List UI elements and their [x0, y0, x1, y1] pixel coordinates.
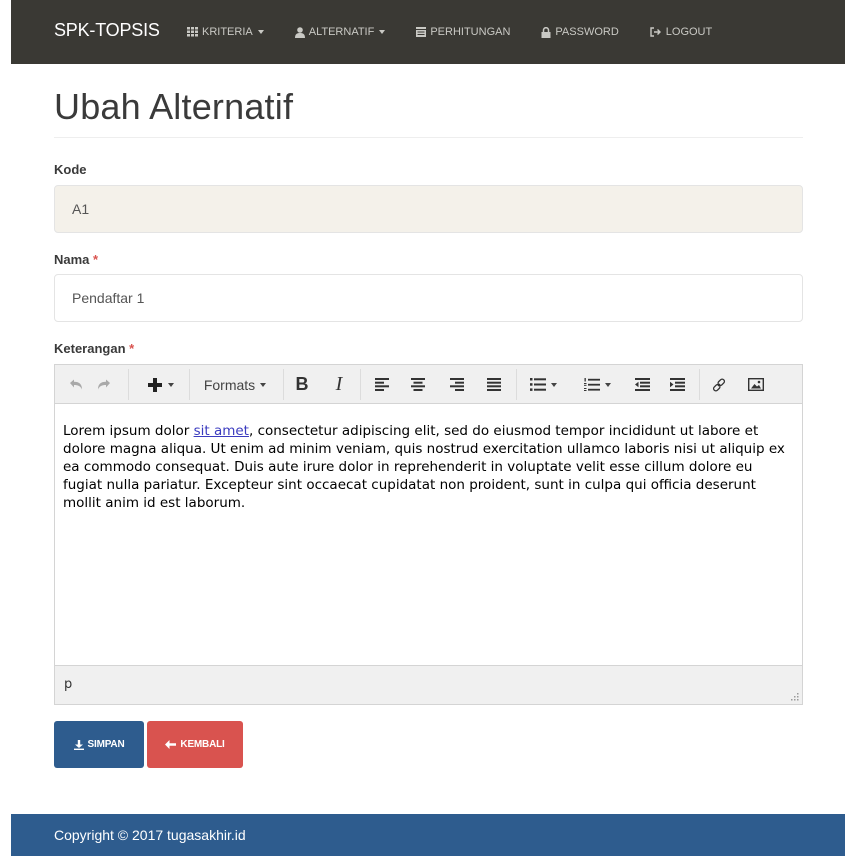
- nav-item-label: KRITERIA: [202, 26, 253, 38]
- image-icon: [748, 378, 764, 391]
- toolbar-separator: [128, 369, 129, 400]
- chevron-down-icon: [379, 30, 385, 34]
- align-left-button[interactable]: [369, 365, 395, 404]
- nav-item-perhitungan[interactable]: [416, 26, 510, 38]
- formats-label: Formats: [203, 376, 256, 393]
- link-button[interactable]: [706, 365, 732, 404]
- nav-item-label: PERHITUNGAN: [430, 26, 511, 38]
- save-button-label: SIMPAN: [87, 739, 125, 750]
- numbered-list-button[interactable]: [575, 365, 619, 404]
- redo-button[interactable]: [91, 365, 117, 404]
- align-justify-icon: [487, 378, 501, 391]
- chevron-down-icon: [551, 383, 557, 387]
- element-path[interactable]: p: [64, 677, 73, 692]
- editor-toolbar: [55, 365, 802, 404]
- nama-field[interactable]: [54, 274, 803, 322]
- numbered-list-icon: [584, 378, 600, 392]
- nav-item-label: PASSWORD: [555, 26, 619, 38]
- arrow-left-icon: [165, 740, 176, 749]
- align-right-icon: [450, 378, 464, 391]
- toolbar-separator: [189, 369, 190, 400]
- formats-dropdown[interactable]: [195, 365, 275, 404]
- editor-link[interactable]: sit amet: [193, 423, 249, 439]
- kode-label: [54, 162, 87, 177]
- nav-item-kriteria[interactable]: [187, 26, 264, 38]
- kode-label-text: Kode: [54, 162, 87, 177]
- page-title: Ubah Alternatif: [54, 86, 294, 127]
- chevron-down-icon: [605, 383, 611, 387]
- indent-icon: [670, 378, 685, 391]
- bold-icon: B: [295, 374, 309, 394]
- download-icon: [74, 740, 84, 750]
- navbar: [11, 0, 845, 64]
- bullet-list-button[interactable]: [521, 365, 565, 404]
- editor-text: , consectetur adipiscing elit, sed do eiusmod tempor incididunt ut labore et dolore magna aliqua. Ut enim ad minim veniam, quis nostrud exercitation ullamco laboris nisi ut aliquip ex ea commodo consequat. Duis aute irure dolor in reprehenderit in voluptate velit esse cillum dolore eu fugiat nulla pariatur. Excepteur sint occaecat cupidatat non proident, sunt in culpa qui officia deserunt mollit anim id est laborum.: [63, 423, 785, 511]
- calendar-icon: [416, 27, 426, 37]
- toolbar-separator: [360, 369, 361, 400]
- bullet-list-icon: [530, 378, 546, 391]
- nav-menu: [187, 0, 743, 64]
- chevron-down-icon: [260, 383, 266, 387]
- nav-item-password[interactable]: [541, 26, 618, 38]
- grid-icon: [187, 27, 198, 37]
- align-center-icon: [411, 378, 425, 391]
- insert-menu-button[interactable]: [139, 365, 181, 404]
- link-icon: [712, 378, 726, 392]
- keterangan-label-text: Keterangan: [54, 341, 126, 356]
- italic-icon: I: [335, 373, 343, 395]
- undo-icon: [69, 379, 83, 390]
- align-center-button[interactable]: [405, 365, 431, 404]
- nav-item-label: LOGOUT: [665, 26, 713, 38]
- italic-button[interactable]: [326, 365, 352, 404]
- nav-item-logout[interactable]: [650, 26, 712, 38]
- editor-statusbar: [55, 665, 802, 704]
- outdent-icon: [635, 378, 650, 391]
- copyright-text: Copyright © 2017 tugasakhir.id: [54, 827, 246, 843]
- redo-icon: [97, 379, 111, 390]
- kode-field[interactable]: [54, 185, 803, 233]
- page-container: [11, 0, 845, 856]
- required-mark: *: [129, 341, 135, 356]
- align-right-button[interactable]: [444, 365, 470, 404]
- user-icon: [295, 27, 305, 38]
- required-mark: *: [93, 252, 99, 267]
- align-left-icon: [375, 378, 389, 391]
- align-justify-button[interactable]: [481, 365, 507, 404]
- editor-text: Lorem ipsum dolor: [63, 423, 194, 439]
- nama-label-text: Nama: [54, 252, 90, 267]
- resize-handle-icon[interactable]: [790, 692, 799, 701]
- image-button[interactable]: [743, 365, 769, 404]
- indent-button[interactable]: [664, 365, 690, 404]
- chevron-down-icon: [168, 383, 174, 387]
- outdent-button[interactable]: [629, 365, 655, 404]
- lock-icon: [541, 27, 551, 38]
- nav-item-alternatif[interactable]: [295, 26, 386, 38]
- insert-icon: [147, 377, 163, 393]
- save-button[interactable]: [54, 721, 144, 768]
- brand-link[interactable]: SPK-TOPSIS: [54, 20, 160, 40]
- footer: [11, 814, 845, 856]
- toolbar-separator: [699, 369, 700, 400]
- toolbar-separator: [283, 369, 284, 400]
- rich-text-editor: [54, 364, 803, 705]
- keterangan-label: [54, 341, 134, 356]
- bold-button[interactable]: [289, 365, 315, 404]
- nama-label: [54, 252, 98, 267]
- logout-icon: [650, 27, 662, 37]
- undo-button[interactable]: [63, 365, 89, 404]
- toolbar-separator: [516, 369, 517, 400]
- back-button-label: KEMBALI: [180, 739, 225, 750]
- editor-content[interactable]: [55, 405, 802, 666]
- nav-item-label: ALTERNATIF: [308, 26, 375, 38]
- chevron-down-icon: [258, 30, 264, 34]
- back-button[interactable]: [147, 721, 243, 768]
- title-divider: [54, 137, 803, 138]
